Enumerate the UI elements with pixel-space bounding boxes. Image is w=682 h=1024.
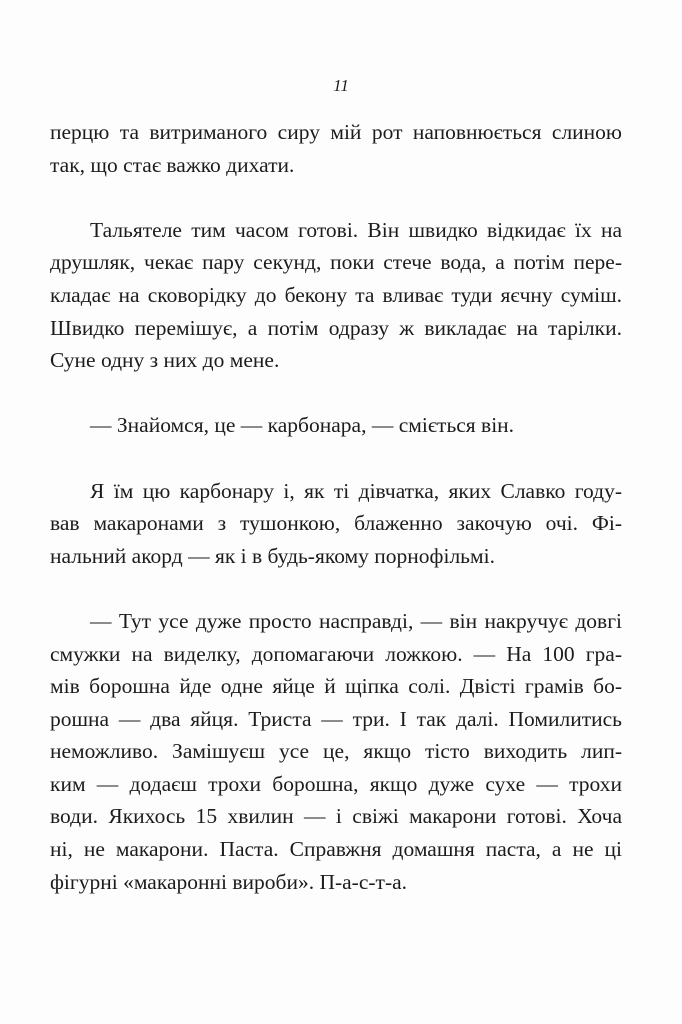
text-line: — Знайомся, це — карбонара, — сміється він. — [90, 413, 515, 438]
body-text — [50, 116, 622, 898]
text-line: перцю та витриманого сиру мій рот наповнюється слиною — [50, 120, 622, 144]
text-line: ким — додаєш трохи борошна, якщо дуже сухе — трохи — [50, 771, 622, 796]
paragraph-gap — [50, 377, 622, 410]
paragraph — [50, 409, 622, 442]
text-line: рошна — два яйця. Триста — три. І так далі. Помилитись — [50, 706, 622, 731]
text-line: Я їм цю карбонару і, як ті дівчатка, яких Славко году- — [90, 478, 622, 503]
text-line: Тальятеле тим часом готові. Він швидко відкидає їх на — [90, 217, 622, 242]
text-line: Швидко перемішує, а потім одразу ж викладає на тарілки. — [50, 315, 622, 340]
paragraph — [50, 475, 622, 573]
text-line: Суне одну з них до мене. — [50, 348, 280, 373]
text-line: — Тут усе дуже просто насправді, — він накручує довгі — [90, 608, 622, 633]
text-line: мів борошна йде одне яйце й щіпка солі. Двісті грамів бо- — [50, 674, 622, 699]
paragraph-gap — [50, 181, 622, 214]
page-number: 11 — [333, 76, 349, 95]
text-line: фігурні «макаронні вироби». П-а-с-т-а. — [50, 869, 408, 894]
paragraph-gap — [50, 442, 622, 475]
text-line: води. Якихось 15 хвилин — і свіжі макарони готові. Хоча — [50, 804, 622, 829]
text-line: кладає на сковорідку до бекону та вливає туди яєчну суміш. — [50, 282, 622, 307]
paragraph — [50, 116, 622, 181]
text-line: ні, не макарони. Паста. Справжня домашня паста, а не ці — [50, 837, 622, 862]
text-line: неможливо. Замішуєш усе це, якщо тісто виходить лип- — [50, 739, 622, 764]
paragraph-gap — [50, 572, 622, 605]
text-line: друшляк, чекає пару секунд, поки стече вода, а потім пере- — [50, 250, 622, 275]
text-line: смужки на виделку, допомагаючи ложкою. — На 100 гра- — [50, 641, 622, 666]
text-line: так, що стає важко дихати. — [50, 152, 295, 177]
text-line: вав макаронами з тушонкою, блаженно закочую очі. Фі- — [50, 511, 622, 536]
paragraph — [50, 214, 622, 377]
text-line: нальний акорд — як і в будь-якому порнофільмі. — [50, 543, 495, 568]
paragraph — [50, 605, 622, 898]
